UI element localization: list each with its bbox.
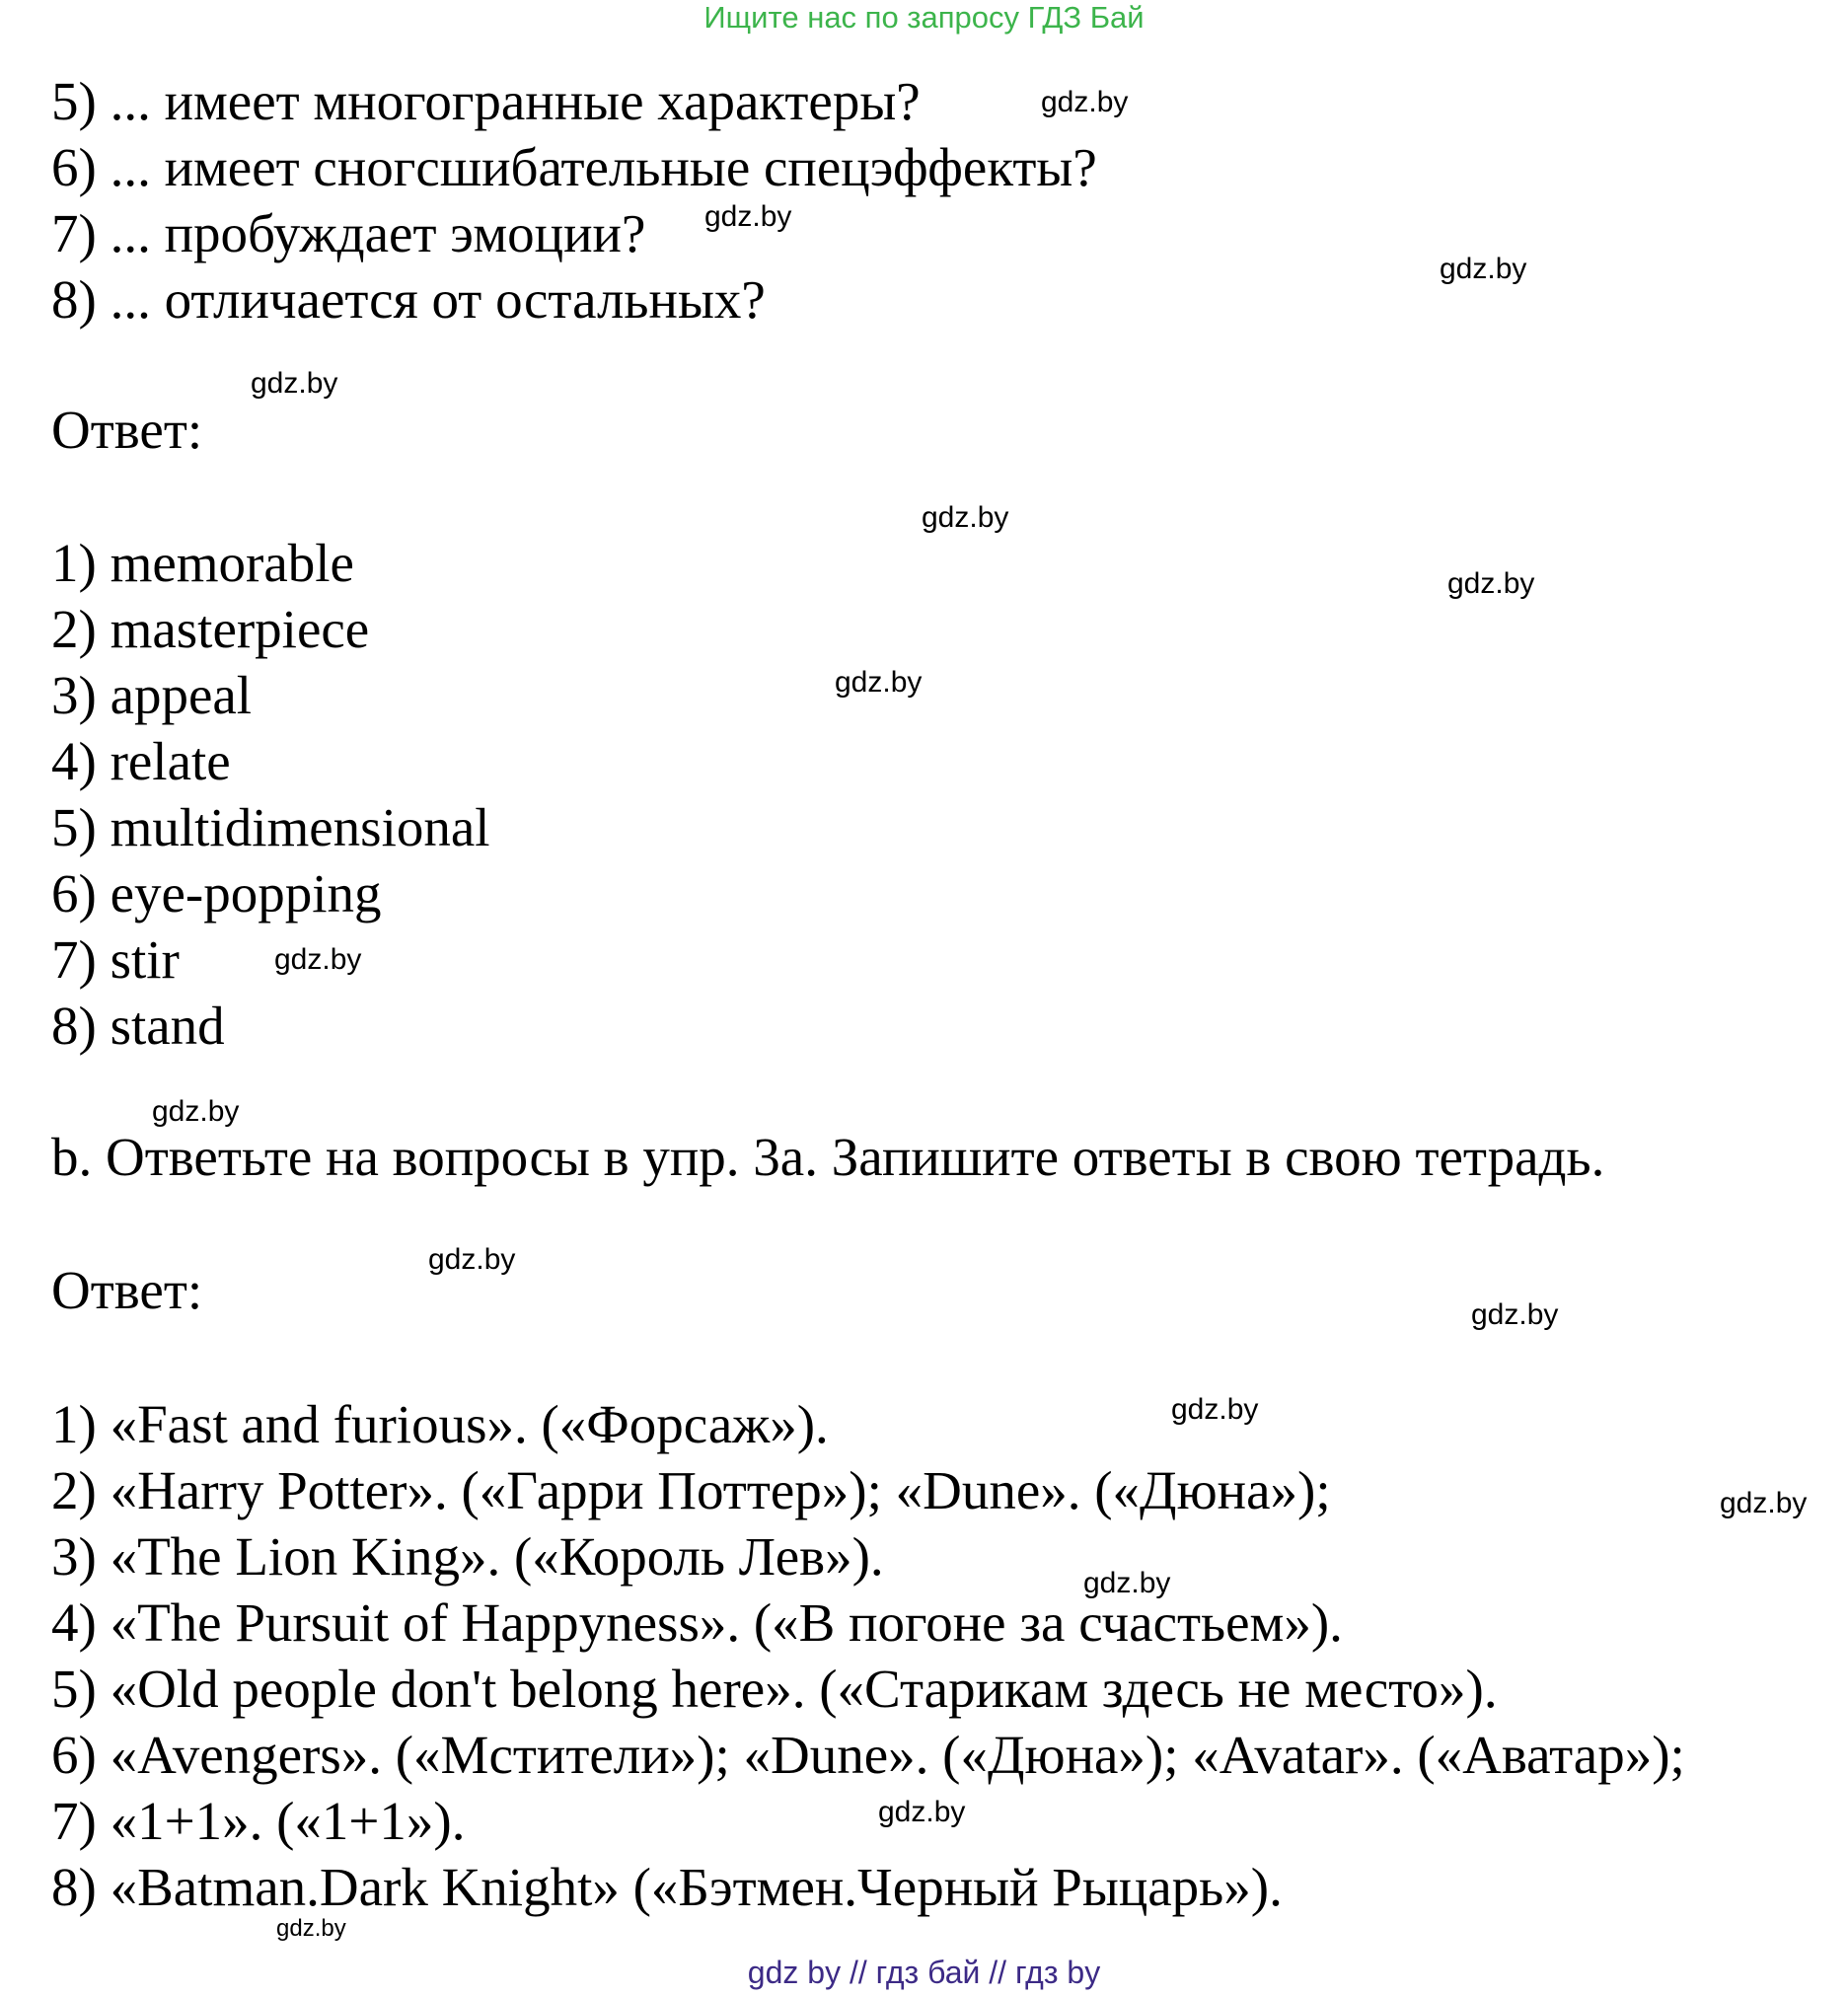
watermark: gdz.by	[152, 1095, 240, 1128]
question-7: 7) ... пробуждает эмоции?	[51, 203, 646, 263]
answer-a-4: 4) relate	[51, 731, 231, 791]
answer-label-2: Ответ:	[51, 1260, 203, 1320]
watermark: gdz.by	[835, 666, 923, 699]
top-banner: Ищите нас по запросу ГДЗ Бай	[703, 0, 1145, 35]
answer-b-1: 1) «Fast and furious». («Форсаж»).	[51, 1394, 829, 1454]
watermark: gdz.by	[704, 200, 792, 233]
footer-links: gdz by // гдз бай // гдз by	[747, 1955, 1101, 1990]
answer-a-1: 1) memorable	[51, 533, 354, 593]
answer-b-7: 7) «1+1». («1+1»).	[51, 1791, 466, 1851]
answer-b-8: 8) «Batman.Dark Knight» («Бэтмен.Черный Рыцарь»).	[51, 1857, 1283, 1917]
answer-b-3: 3) «The Lion King». («Король Лев»).	[51, 1526, 884, 1587]
answer-a-7: 7) stir	[51, 929, 180, 990]
watermark: gdz.by	[1447, 567, 1535, 600]
watermark: gdz.by	[276, 1915, 346, 1942]
answer-a-5: 5) multidimensional	[51, 797, 490, 857]
question-5: 5) ... имеет многогранные характеры?	[51, 71, 921, 131]
answer-b-6: 6) «Avengers». («Мстители»); «Dune». («Дюна»); «Avatar». («Аватар»);	[51, 1725, 1685, 1785]
answer-a-3: 3) appeal	[51, 665, 253, 725]
watermark: gdz.by	[251, 367, 338, 400]
answer-b-4: 4) «The Pursuit of Happyness». («В погоне за счастьем»).	[51, 1592, 1343, 1653]
answer-label: Ответ:	[51, 400, 203, 460]
task-b: b. Ответьте на вопросы в упр. 3а. Запишите ответы в свою тетрадь.	[51, 1127, 1605, 1187]
watermark: gdz.by	[1171, 1393, 1259, 1426]
watermark: gdz.by	[274, 943, 362, 976]
answer-a-2: 2) masterpiece	[51, 599, 370, 659]
watermark: gdz.by	[1083, 1567, 1171, 1599]
watermark: gdz.by	[428, 1243, 516, 1276]
watermark: gdz.by	[1720, 1487, 1808, 1519]
question-8: 8) ... отличается от остальных?	[51, 269, 766, 330]
answer-b-5: 5) «Old people don't belong here». («Старикам здесь не место»).	[51, 1659, 1498, 1719]
answer-b-2: 2) «Harry Potter». («Гарри Поттер»); «Dune». («Дюна»);	[51, 1460, 1331, 1520]
watermark: gdz.by	[1041, 86, 1129, 118]
watermark: gdz.by	[1440, 253, 1527, 285]
watermark: gdz.by	[878, 1796, 966, 1828]
watermark: gdz.by	[922, 501, 1009, 534]
answer-a-8: 8) stand	[51, 996, 225, 1056]
question-6: 6) ... имеет сногсшибательные спецэффекты?	[51, 137, 1097, 197]
watermark: gdz.by	[1471, 1298, 1559, 1331]
answer-a-6: 6) eye-popping	[51, 863, 382, 924]
